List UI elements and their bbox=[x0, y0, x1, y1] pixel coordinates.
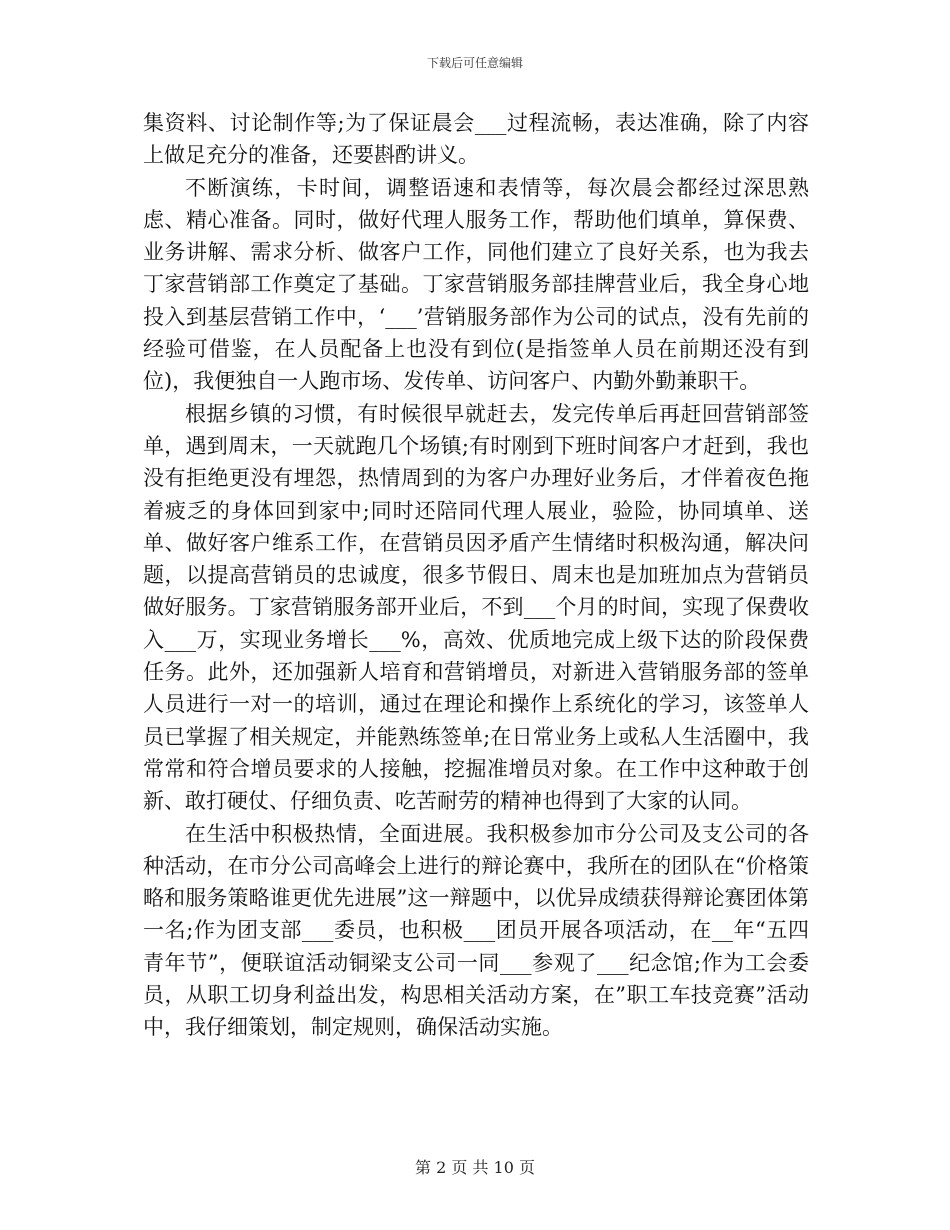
paragraph-4: 在生活中积极热情，全面进展。我积极参加市分公司及支公司的各种活动，在市分公司高峰会上进行的辩论赛中，我所在的团队在“价格策略和服务策略谁更优先进展”这一辩题中，以优异成绩获得辩论赛团体第一名;作为团支部___委员，也积极___团员开展各项活动，在__年“五四青年节”，便联谊活动铜梁支公司一同___参观了___纪念馆;作为工会委员，从职工切身利益出发，构思相关活动方案，在”职工车技竞赛”活动中，我仔细策划，制定规则，确保活动实施。 bbox=[143, 821, 809, 1040]
document-body bbox=[143, 107, 809, 1044]
paragraph-3: 根据乡镇的习惯，有时候很早就赶去，发完传单后再赶回营销部签单，遇到周末，一天就跑几个场镇;有时刚到下班时间客户才赶到，我也没有拒绝更没有埋怨，热情周到的为客户办理好业务后，才伴着夜色拖着疲乏的身体回到家中;同时还陪同代理人展业，验险，协同填单、送单、做好客户维系工作，在营销员因矛盾产生情绪时积极沟通，解决问题，以提高营销员的忠诚度，很多节假日、周末也是加班加点为营销员做好服务。丁家营销服务部开业后，不到___个月的时间，实现了保费收入___万，实现业务增长___%，高效、优质地完成上级下达的阶段保费任务。此外，还加强新人培育和营销增员，对新进入营销服务部的签单人员进行一对一的培训，通过在理论和操作上系统化的学习，该签单人员已掌握了相关规定，并能熟练签单;在日常业务上或私人生活圈中，我常常和符合增员要求的人接触，挖掘准增员对象。在工作中这种敢于创新、敢打硬仗、仔细负责、吃苦耐劳的精神也得到了大家的认同。 bbox=[143, 401, 809, 814]
page-header: 下载后可任意编辑 bbox=[426, 56, 523, 70]
paragraph-1: 集资料、讨论制作等;为了保证晨会___过程流畅，表达准确，除了内容上做足充分的准备，还要斟酌讲义。 bbox=[143, 111, 809, 168]
page-footer: 第 2 页 共 10 页 bbox=[415, 1158, 535, 1177]
paragraph-2: 不断演练，卡时间，调整语速和表情等，每次晨会都经过深思熟虑、精心准备。同时，做好代理人服务工作，帮助他们填单，算保费、业务讲解、需求分析、做客户工作，同他们建立了良好关系，也为我去丁家营销部工作奠定了基础。丁家营销服务部挂牌营业后，我全身心地投入到基层营销工作中，‘___’营销服务部作为公司的试点，没有先前的经验可借鉴，在人员配备上也没有到位(是指签单人员在前期还没有到位)，我便独自一人跑市场、发传单、访问客户、内勤外勤兼职干。 bbox=[143, 175, 809, 394]
